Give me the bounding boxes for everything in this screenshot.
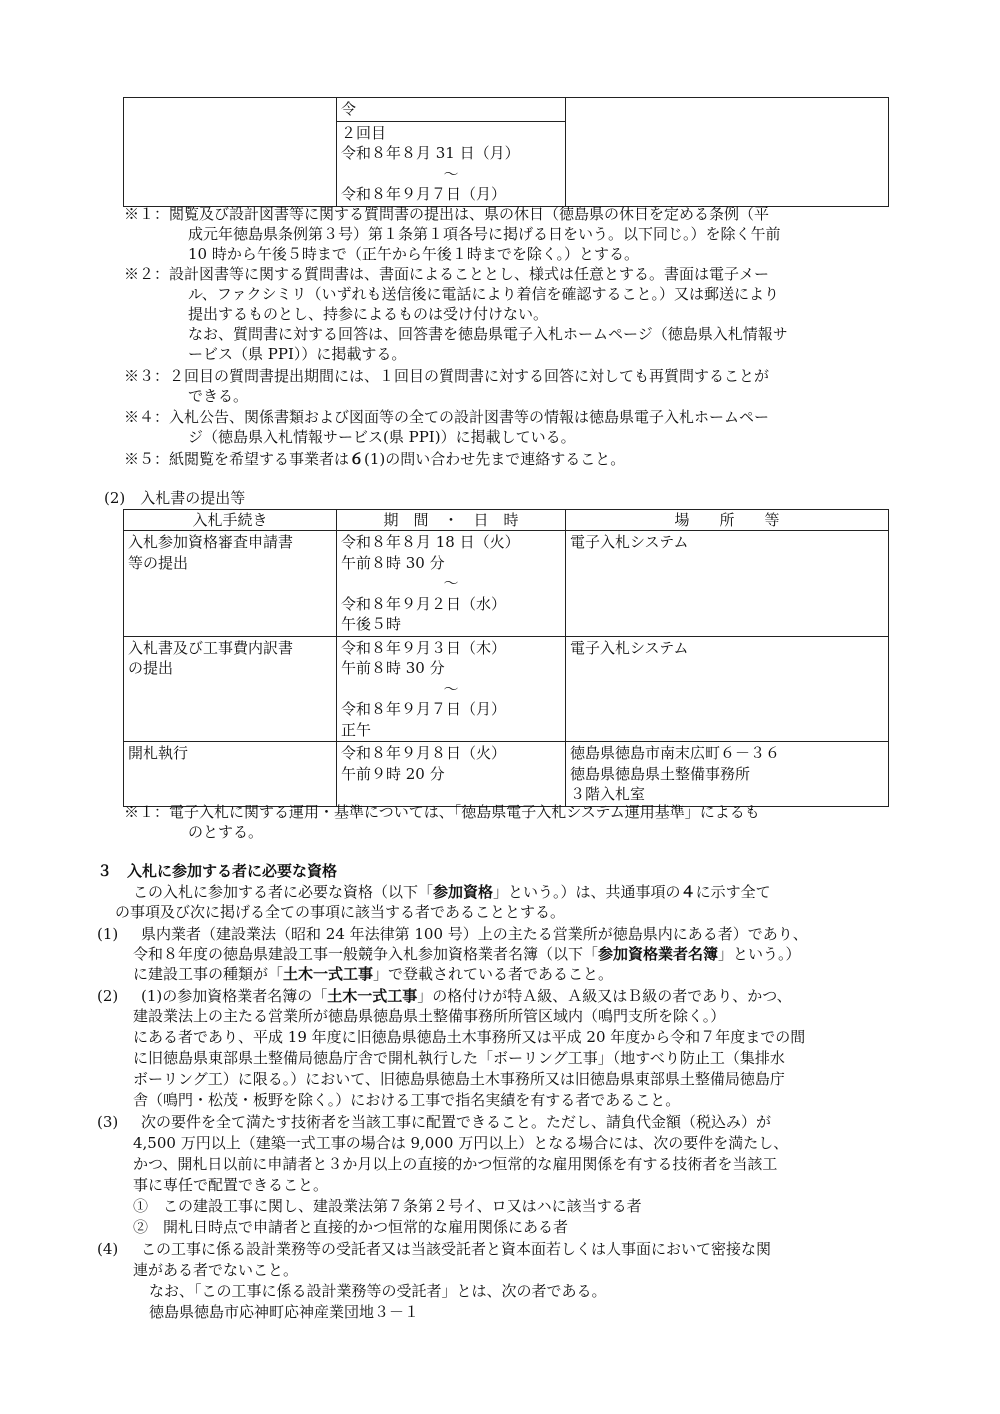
note1-line: 成元年徳島県条例第３号）第１条第１項各号に掲げる日をいう。以下同じ。）を除く午前: [188, 225, 781, 243]
item4-line: この工事に係る設計業務等の受託者又は当該受託者と資本面若しくは人事面において密接な関: [141, 1240, 772, 1258]
item4-line: 徳島県徳島市応神町応神産業団地３－１: [149, 1303, 420, 1321]
item2-line: ボーリング工）に限る。）において、旧徳島県徳島土木事務所又は旧徳島県東部県土整備局徳島庁: [133, 1070, 785, 1088]
item2-line: に旧徳島県東部県土整備局徳島庁舎で開札執行した「ボーリング工事」（地すべり防止工（集排水: [133, 1049, 785, 1067]
row3-datetime: 令和８年９月８日（火） 午前９時 20 分: [337, 742, 566, 807]
item3-subitem: ① この建設工事に関し、建設業法第７条第２号イ、ロ又はハに該当する者: [133, 1197, 642, 1215]
row2-procedure: 入札書及び工事費内訳書 の提出: [124, 636, 337, 742]
table-row: [124, 742, 889, 807]
item2-line: (1)の参加資格業者名簿の「土木一式工事」の格付けが特Ａ級、Ａ級又はＢ級の者であり、かつ、: [141, 987, 792, 1005]
section3-intro-line: この入札に参加する者に必要な資格（以下「参加資格」という。）は、共通事項の４に示す全て: [133, 883, 771, 901]
row2-place: 電子入札システム: [566, 636, 889, 742]
top-table-r1-date: 令: [337, 98, 566, 122]
note1-line: 10 時から午後５時まで（正午から午後１時までを除く。）とする。: [188, 245, 640, 263]
note3-line: できる。: [188, 387, 249, 405]
section3-heading: ３ 入札に参加する者に必要な資格: [97, 862, 338, 880]
note5-line: ※５：紙閲覧を希望する事業者は６(1)の問い合わせ先まで連絡すること。: [124, 450, 626, 468]
item3-line: 4,500 万円以上（建築一式工事の場合は 9,000 万円以上）となる場合には、次の要件を満たし、: [133, 1134, 789, 1152]
note4-line: ※４：入札公告、関係書類および図面等の全ての設計図書等の情報は徳島県電子入札ホームペー: [124, 408, 770, 426]
section3-intro-line: の事項及び次に掲げる全ての事項に該当する者であることとする。: [115, 903, 566, 921]
row1-place: 電子入札システム: [566, 531, 889, 637]
row3-procedure: 開札執行: [124, 742, 337, 807]
row1-datetime: 令和８年８月 18 日（火） 午前８時 30 分 〜 令和８年９月２日（水） 午後５時: [337, 531, 566, 637]
item3-number: (3): [97, 1113, 119, 1131]
item2-line: 建設業法上の主たる営業所が徳島県徳島県土整備事務所所管区域内（鳴門支所を除く。）: [133, 1007, 726, 1025]
top-table-r2-date: ２回目 令和８年８月 31 日（月） 〜 令和８年９月７日（月）: [337, 121, 566, 206]
note2-line: ※２：設計図書等に関する質問書は、書面によることとし、様式は任意とする。書面は電子メー: [124, 265, 770, 283]
top-table-right-cell: [566, 98, 889, 207]
item4-number: (4): [97, 1240, 119, 1258]
header-place: 場 所 等: [566, 510, 889, 531]
item4-line: なお、「この工事に係る設計業務等の受託者」とは、次の者である。: [149, 1282, 607, 1300]
header-procedure: 入札手続き: [124, 510, 337, 531]
item2-line: にある者であり、平成 19 年度に旧徳島県徳島土木事務所又は平成 20 年度から令和７年度までの間: [133, 1028, 806, 1046]
item3-line: かつ、開札日以前に申請者と３か月以上の直接的かつ恒常的な雇用関係を有する技術者を当該工: [133, 1155, 778, 1173]
row3-place: 徳島県徳島市南末広町６－３６ 徳島県徳島県土整備事務所 ３階入札室: [566, 742, 889, 807]
item3-line: 次の要件を全て満たす技術者を当該工事に配置できること。ただし、請負代金額（税込み）が: [141, 1113, 772, 1131]
note3-line: ※３：２回目の質問書提出期間には、１回目の質問書に対する回答に対しても再質問することが: [124, 367, 770, 385]
note2-line: なお、質問書に対する回答は、回答書を徳島県電子入札ホームページ（徳島県入札情報サ: [188, 325, 788, 343]
item3-subitem: ② 開札日時点で申請者と直接的かつ恒常的な雇用関係にある者: [133, 1218, 569, 1236]
note2-line: 提出するものとし、持参によるものは受け付けない。: [188, 305, 549, 323]
item1-number: (1): [97, 925, 119, 943]
note4-line: ジ（徳島県入札情報サービス(県 PPI)）に掲載している。: [188, 428, 576, 446]
item1-line: 令和８年度の徳島県建設工事一般競争入札参加資格業者名簿（以下「参加資格業者名簿」という。）: [133, 945, 801, 963]
item3-line: 事に専任で配置できること。: [133, 1176, 329, 1194]
note2-line: ル、ファクシミリ（いずれも送信後に電話により着信を確認すること。）又は郵送により: [188, 285, 780, 303]
top-schedule-table: [123, 97, 889, 207]
bid-submission-table: [123, 509, 889, 807]
section2-note-line: のとする。: [188, 823, 264, 841]
item2-number: (2): [97, 987, 119, 1005]
row2-datetime: 令和８年９月３日（木） 午前８時 30 分 〜 令和８年９月７日（月） 正午: [337, 636, 566, 742]
top-table-left-cell: [124, 98, 337, 207]
item1-line: に建設工事の種類が「土木一式工事」で登載されている者であること。: [133, 965, 614, 983]
note1-line: ※１：閲覧及び設計図書等に関する質問書の提出は、県の休日（徳島県の休日を定める条例（平: [124, 205, 770, 223]
section2-note-line: ※１：電子入札に関する運用・基準については、「徳島県電子入札システム運用基準」によるも: [124, 803, 760, 821]
table-row: [124, 636, 889, 742]
table-row: [124, 531, 889, 637]
item2-line: 舎（鳴門・松茂・板野を除く。）における工事で指名実績を有する者であること。: [133, 1091, 681, 1109]
row1-procedure: 入札参加資格審査申請書 等の提出: [124, 531, 337, 637]
note2-line: ービス（県 PPI））に掲載する。: [188, 345, 407, 363]
section2-title: (2) 入札書の提出等: [104, 489, 246, 507]
header-datetime: 期 間 ・ 日 時: [337, 510, 566, 531]
item1-line: 県内業者（建設業法（昭和 24 年法律第 100 号）上の主たる営業所が徳島県内にある者）であり、: [141, 925, 808, 943]
item4-line: 連がある者でないこと。: [133, 1261, 299, 1279]
table-header-row: [124, 510, 889, 531]
